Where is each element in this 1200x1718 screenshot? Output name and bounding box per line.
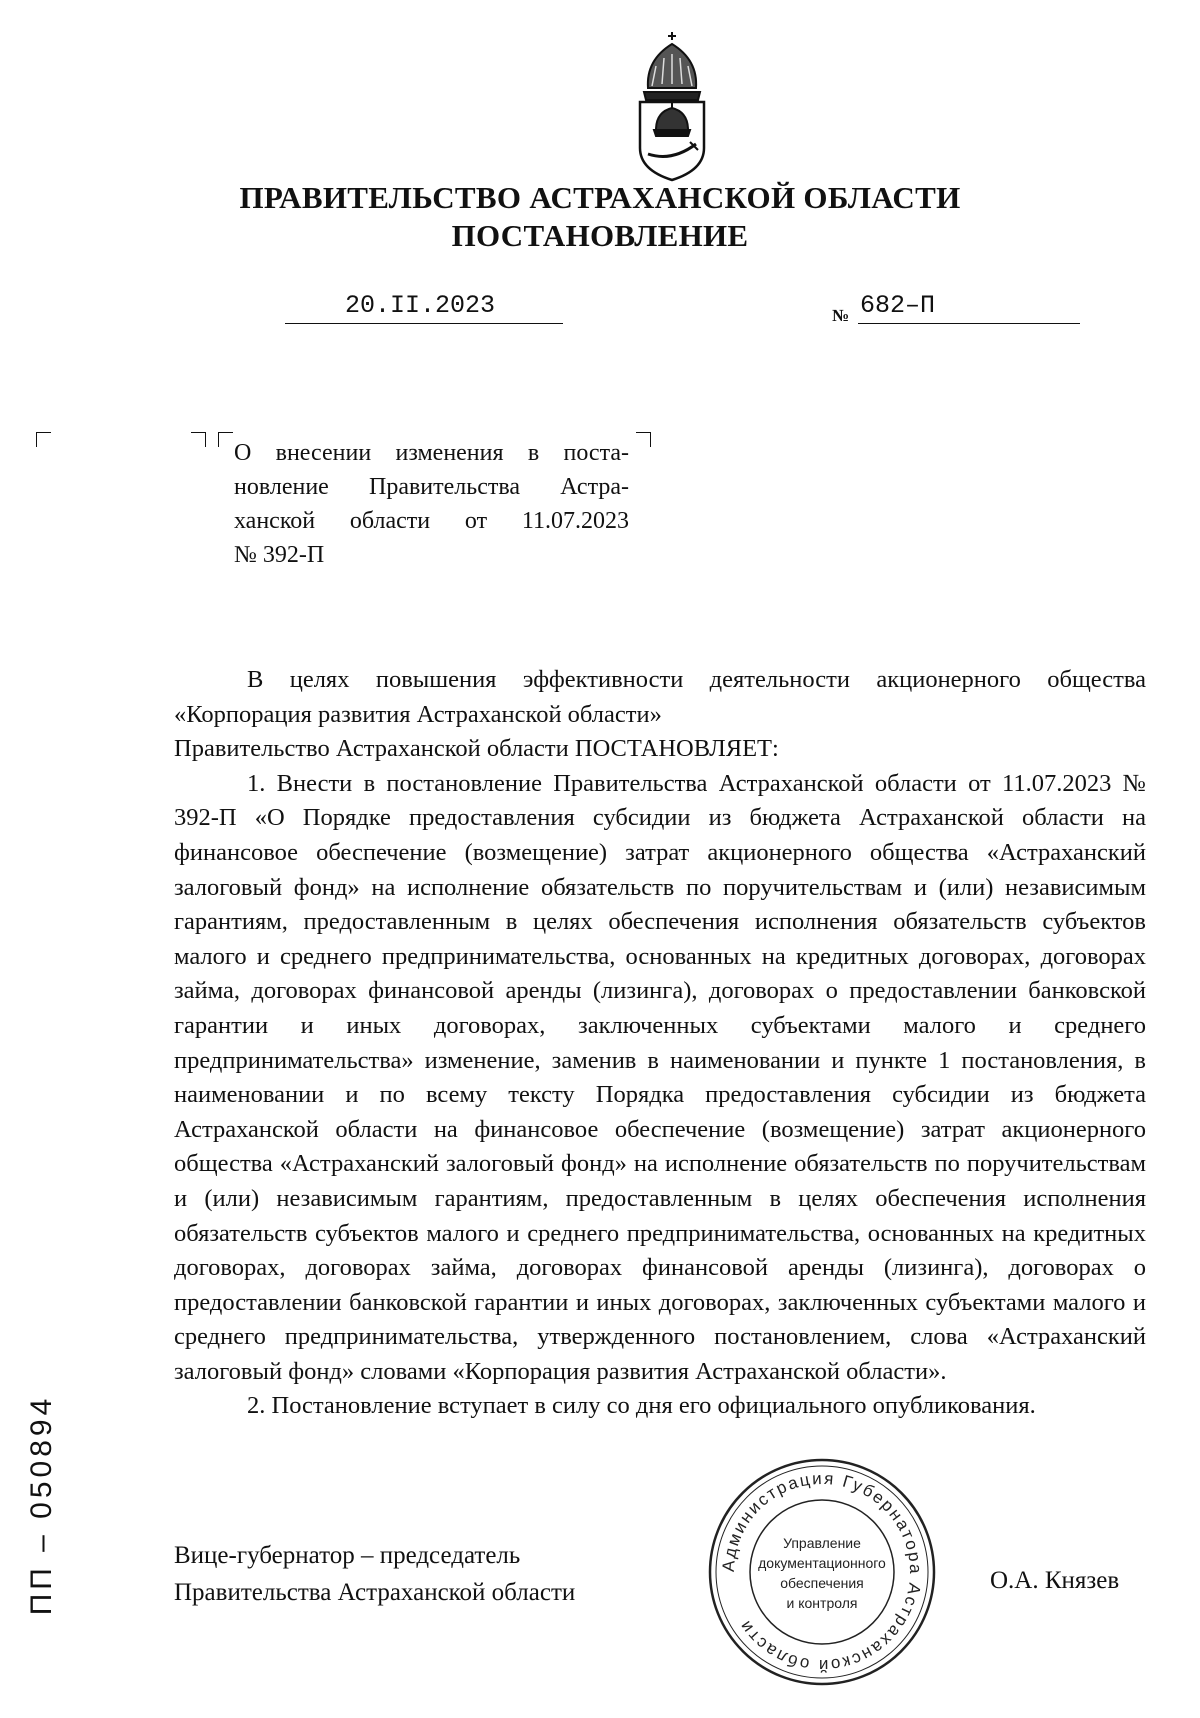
document-body [174, 663, 1146, 1424]
seal-center-text: Управление [783, 1535, 861, 1551]
item-2-paragraph: 2. Постановление вступает в силу со дня его официального опубликования. [247, 1392, 1036, 1420]
form-serial-number: ПП – 050894 [25, 1394, 58, 1616]
seal-center-text: документационного [758, 1555, 886, 1571]
coat-of-arms-emblem-icon [626, 30, 718, 182]
seal-center-ring [750, 1500, 894, 1644]
seal-outer-ring [710, 1460, 934, 1684]
seal-ring-text: Администрация Губернатора Астраханской области [718, 1468, 926, 1676]
signer-position-line: Вице-губернатор – председатель [174, 1542, 521, 1569]
date-underline [285, 323, 563, 324]
seal-center-text: и контроля [786, 1595, 858, 1611]
subject-corner-mark-right [636, 432, 651, 447]
item-1-paragraph: 1. Внести в постановление Правительства Астраханской области от 11.07.2023 № 392-П «О Порядке предоставления субсидии из бюджета Астраханской области на финансовое обеспечение (возмещение) затрат акционерного общества «Астраханский залоговый фонд» на исполнение обязательств по поручительствам и (или) независимым гарантиям, предоставленным в целях обеспечения исполнения обязательств субъектов малого и среднего предпринимательства, основанных на кредитных договорах, договорах займа, договорах финансовой аренды (лизинга), договорах о предоставлении банковской гарантии и иных договорах, заключенных субъектами малого и среднего предпринимательства» изменение, заменив в наименовании и пункте 1 постановления, в наименовании и по всему тексту Порядка предоставления субсидии из бюджета Астраханской области на финансовое обеспечение (возмещение) затрат акционерного общества «Астраханский залоговый фонд» на исполнение обязательств по поручительствам и (или) независимым гарантиям, предоставленным в целях обеспечения исполнения обязательств субъектов малого и среднего предпринимательства, основанных на кредитных договорах, договорах займа, договорах финансовой аренды (лизинга), договорах о предоставлении банковской гарантии и иных договорах, заключенных субъектами малого и среднего предпринимательства, утвержденного постановлением, слова «Астраханский залоговый фонд» словами «Корпорация развития Астраханской области». [174, 769, 1146, 1385]
seal-inner-ring [716, 1466, 928, 1678]
preamble-paragraph: В целях повышения эффективности деятельности акционерного общества «Корпорация развития Астраханской области» [174, 666, 1146, 728]
margin-corner-mark [36, 432, 51, 447]
subject-line: ханской области от 11.07.2023 [234, 508, 629, 534]
signer-position-line: Правительства Астраханской области [174, 1579, 576, 1606]
resolution-clause: Правительство Астраханской области ПОСТАНОВЛЯЕТ: [174, 735, 779, 763]
subject-line: О внесении изменения в поста- [234, 440, 629, 466]
subject-corner-mark-left [218, 432, 233, 447]
document-subject [234, 436, 629, 572]
document-date: 20.II.2023 [344, 291, 496, 320]
signer-name: О.А. Князев [990, 1567, 1120, 1594]
government-title: ПРАВИТЕЛЬСТВО АСТРАХАНСКОЙ ОБЛАСТИ [239, 180, 961, 215]
subject-line: новление Правительства Астра- [234, 474, 629, 500]
number-underline [858, 323, 1080, 324]
document-number: 682–П [860, 291, 936, 320]
number-sign-label: № [832, 306, 850, 325]
subject-corner-mark-left-outer [191, 432, 206, 447]
official-seal [706, 1456, 938, 1688]
seal-center-text: обеспечения [780, 1575, 864, 1591]
signer-position [174, 1537, 575, 1611]
subject-line: № 392-П [234, 542, 325, 568]
document-type-title: ПОСТАНОВЛЕНИЕ [451, 218, 749, 253]
